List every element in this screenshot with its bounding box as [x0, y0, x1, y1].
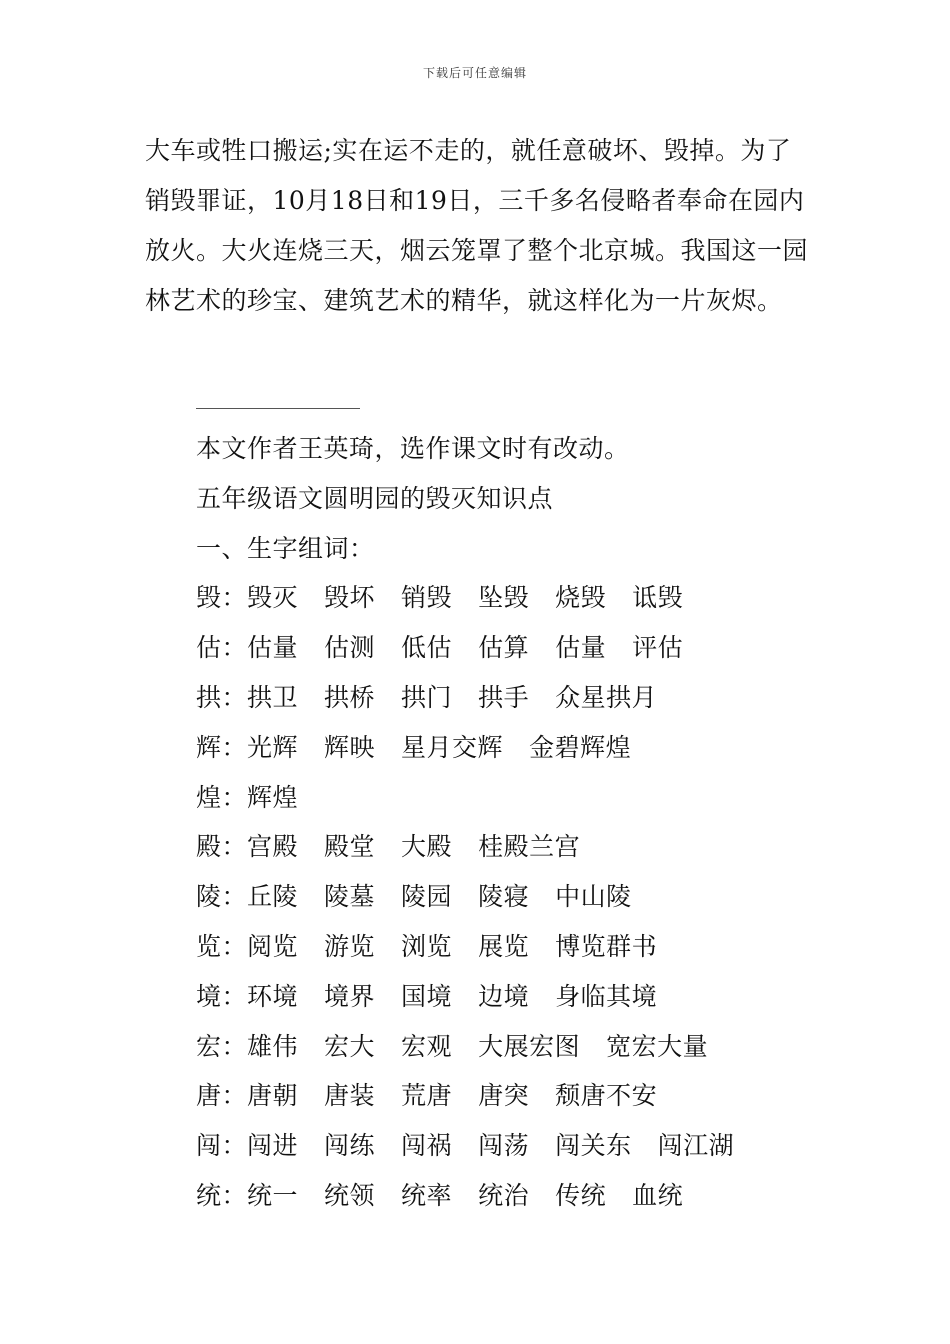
entry-word: 评估: [632, 633, 684, 663]
entry-char: 宏：: [196, 1031, 248, 1061]
entry-word: 传统: [555, 1180, 607, 1210]
entry-word: 宽宏大量: [606, 1031, 709, 1061]
entry-word: 唐突: [478, 1081, 530, 1111]
word-row: [196, 723, 816, 773]
entry-word: 拱手: [478, 682, 530, 712]
entry-word: 殿堂: [324, 832, 376, 862]
entry-word: 统率: [401, 1180, 453, 1210]
entry-word: 颓唐不安: [555, 1081, 658, 1111]
entry-word: 估量: [247, 633, 299, 663]
entry-word: 闯江湖: [657, 1131, 735, 1161]
entry-char: 估：: [196, 633, 248, 663]
body-paragraph-container: [145, 126, 810, 326]
entry-word: 估算: [478, 633, 530, 663]
word-row: [196, 773, 816, 823]
entry-word: 统一: [247, 1180, 299, 1210]
entry-word: 星月交辉: [401, 732, 504, 762]
entry-word: 唐朝: [247, 1081, 299, 1111]
entry-word: 毁灭: [247, 583, 299, 613]
entry-word: 诋毁: [632, 583, 684, 613]
entry-word: 血统: [632, 1180, 684, 1210]
entry-char: 拱：: [196, 682, 248, 712]
entry-word: 中山陵: [555, 882, 632, 912]
entry-word: 大殿: [401, 832, 453, 862]
entry-char: 闯：: [196, 1131, 248, 1161]
entry-word: 烧毁: [555, 583, 607, 613]
entry-word: 宫殿: [247, 832, 299, 862]
entry-word: 拱门: [401, 682, 453, 712]
entry-word: 宏大: [324, 1031, 376, 1061]
word-row: [196, 1171, 816, 1221]
entry-word: 大展宏图: [478, 1031, 581, 1061]
word-row: [196, 822, 816, 872]
entry-word: 销毁: [401, 583, 453, 613]
entry-word: 丘陵: [247, 882, 299, 912]
entry-word: 闯练: [324, 1131, 376, 1161]
entry-word: 拱卫: [247, 682, 299, 712]
entry-word: 阅览: [247, 931, 299, 961]
entry-char: 陵：: [196, 882, 248, 912]
entry-word: 浏览: [401, 931, 453, 961]
entry-word: 统治: [478, 1180, 530, 1210]
footnote-divider: [196, 408, 360, 409]
entry-word: 唐装: [324, 1081, 376, 1111]
entry-word: 陵园: [401, 882, 453, 912]
entry-word: 闯荡: [478, 1131, 530, 1161]
entry-word: 博览群书: [555, 931, 658, 961]
entry-word: 众星拱月: [555, 682, 658, 712]
knowledge-title: 五年级语文圆明园的毁灭知识点: [196, 483, 554, 513]
page-header: 下载后可任意编辑: [422, 66, 527, 80]
entry-word: 身临其境: [555, 981, 658, 1011]
entry-word: 辉煌: [247, 782, 299, 812]
word-list: [196, 573, 816, 1220]
section-heading: 一、生字组词：: [196, 533, 375, 563]
entry-char: 境：: [196, 981, 248, 1011]
word-row: [196, 1071, 816, 1121]
entry-char: 览：: [196, 931, 248, 961]
entry-word: 光辉: [247, 732, 299, 762]
entry-word: 毁坏: [324, 583, 376, 613]
entry-word: 境界: [324, 981, 376, 1011]
entry-word: 环境: [247, 981, 299, 1011]
entry-char: 辉：: [196, 732, 248, 762]
entry-word: 闯关东: [555, 1131, 632, 1161]
body-paragraph: 大车或牲口搬运;实在运不走的，就任意破坏、毁掉。为了销毁罪证，10月18日和19日，三千多名侵略者奉命在园内放火。大火连烧三天，烟云笼罩了整个北京城。我国这一园林艺术的珍宝、建筑艺术的精华，就这样化为一片灰烬。: [145, 136, 809, 315]
entry-word: 金碧辉煌: [529, 732, 632, 762]
word-row: [196, 972, 816, 1022]
entry-word: 闯祸: [401, 1131, 453, 1161]
word-row: [196, 673, 816, 723]
entry-word: 宏观: [401, 1031, 453, 1061]
entry-word: 统领: [324, 1180, 376, 1210]
entry-char: 统：: [196, 1180, 248, 1210]
entry-word: 估测: [324, 633, 376, 663]
entry-word: 桂殿兰宫: [478, 832, 581, 862]
entry-word: 边境: [478, 981, 530, 1011]
entry-word: 荒唐: [401, 1081, 453, 1111]
notes-section: [196, 424, 816, 1221]
entry-word: 辉映: [324, 732, 376, 762]
entry-word: 陵寝: [478, 882, 530, 912]
entry-word: 坠毁: [478, 583, 530, 613]
word-row: [196, 922, 816, 972]
entry-char: 煌：: [196, 782, 248, 812]
word-row: [196, 623, 816, 673]
entry-word: 游览: [324, 931, 376, 961]
entry-word: 国境: [401, 981, 453, 1011]
entry-word: 雄伟: [247, 1031, 299, 1061]
entry-word: 闯进: [247, 1131, 299, 1161]
entry-word: 拱桥: [324, 682, 376, 712]
entry-char: 唐：: [196, 1081, 248, 1111]
entry-char: 殿：: [196, 832, 248, 862]
entry-char: 毁：: [196, 583, 248, 613]
word-row: [196, 1121, 816, 1171]
footnote-text: 本文作者王英琦，选作课文时有改动。: [196, 434, 630, 463]
entry-word: 估量: [555, 633, 607, 663]
entry-word: 展览: [478, 931, 530, 961]
entry-word: 低估: [401, 633, 453, 663]
word-row: [196, 1022, 816, 1072]
word-row: [196, 573, 816, 623]
word-row: [196, 872, 816, 922]
entry-word: 陵墓: [324, 882, 376, 912]
